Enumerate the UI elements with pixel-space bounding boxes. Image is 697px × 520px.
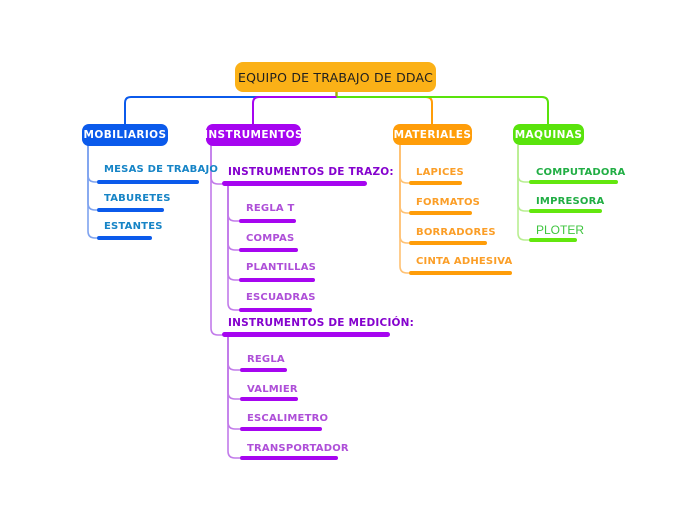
topic-borradores[interactable]: BORRADORES — [416, 227, 496, 238]
underline-valmier — [240, 397, 298, 401]
underline-taburetes — [97, 208, 164, 212]
connector-root-instrumentos — [253, 97, 337, 124]
underline-transportador — [240, 456, 338, 460]
topic-regla-t[interactable]: REGLA T — [246, 203, 295, 214]
topic-escalimetro[interactable]: ESCALIMETRO — [247, 413, 329, 424]
underline-estantes — [97, 236, 152, 240]
topic-escuadras[interactable]: ESCUADRAS — [246, 292, 316, 303]
underline-formatos — [409, 211, 472, 215]
connector-root-mobiliarios — [125, 97, 337, 124]
connector-trazo-compas — [228, 185, 239, 250]
topic-estantes[interactable]: ESTANTES — [104, 221, 163, 232]
topic-ploter[interactable]: PLOTER — [536, 223, 585, 237]
underline-plantillas — [239, 278, 315, 282]
underline-impresora — [529, 209, 602, 213]
connector-root-maquinas — [337, 97, 549, 124]
underline-escuadras — [239, 308, 312, 312]
branch-topic-instrumentos[interactable]: INSTRUMENTOS — [206, 124, 301, 146]
underline-compas — [239, 248, 298, 252]
connector-maquinas-computadora — [518, 145, 529, 182]
connector-medicion-regla — [228, 336, 240, 370]
topic-lapices[interactable]: LAPICES — [416, 167, 464, 178]
branch-topic-maquinas[interactable]: MAQUINAS — [513, 124, 584, 145]
root-topic[interactable]: EQUIPO DE TRABAJO DE DDAC — [235, 62, 436, 92]
topic-compas[interactable]: COMPAS — [246, 233, 295, 244]
underline-mesas-de-trabajo — [97, 180, 199, 184]
connector-mobiliarios-estantes — [88, 145, 97, 238]
underline-cinta-adhesiva — [409, 271, 512, 275]
topic-valmier[interactable]: VALMIER — [247, 384, 298, 395]
connector-materiales-formatos — [400, 145, 409, 213]
underline-regla-t — [239, 219, 296, 223]
underline-instrumentos-de-medicion — [222, 332, 390, 337]
topic-transportador[interactable]: TRANSPORTADOR — [247, 443, 349, 454]
topic-regla[interactable]: REGLA — [247, 354, 285, 365]
connector-materiales-lapices — [400, 145, 409, 183]
connector-trazo-regla-t — [228, 185, 239, 221]
branch-topic-materiales[interactable]: MATERIALES — [393, 124, 472, 145]
underline-regla — [240, 368, 287, 372]
connector-mobiliarios-taburetes — [88, 145, 97, 210]
underline-borradores — [409, 241, 487, 245]
topic-taburetes[interactable]: TABURETES — [104, 193, 171, 204]
topic-impresora[interactable]: IMPRESORA — [536, 196, 605, 207]
topic-computadora[interactable]: COMPUTADORA — [536, 167, 626, 178]
topic-mesas-de-trabajo[interactable]: MESAS DE TRABAJO — [104, 164, 219, 175]
underline-ploter — [529, 238, 577, 242]
topic-cinta-adhesiva[interactable]: CINTA ADHESIVA — [416, 256, 513, 267]
underline-instrumentos-de-trazo — [222, 181, 367, 186]
connector-materiales-cinta — [400, 145, 409, 273]
underline-lapices — [409, 181, 462, 185]
underline-computadora — [529, 180, 618, 184]
section-topic-instrumentos-de-medicion[interactable]: INSTRUMENTOS DE MEDICIÓN: — [228, 317, 415, 329]
branch-topic-mobiliarios[interactable]: MOBILIARIOS — [82, 124, 168, 146]
connector-medicion-escalimetro — [228, 336, 240, 429]
topic-plantillas[interactable]: PLANTILLAS — [246, 262, 317, 273]
topic-formatos[interactable]: FORMATOS — [416, 197, 481, 208]
connector-mobiliarios-mesas — [88, 145, 97, 182]
underline-escalimetro — [240, 427, 322, 431]
connector-trazo-plantillas — [228, 185, 239, 280]
connector-maquinas-impresora — [518, 145, 529, 211]
section-topic-instrumentos-de-trazo[interactable]: INSTRUMENTOS DE TRAZO: — [228, 166, 394, 178]
connector-maquinas-ploter — [518, 145, 529, 240]
connector-root-materiales — [337, 97, 433, 124]
connector-materiales-borradores — [400, 145, 409, 243]
